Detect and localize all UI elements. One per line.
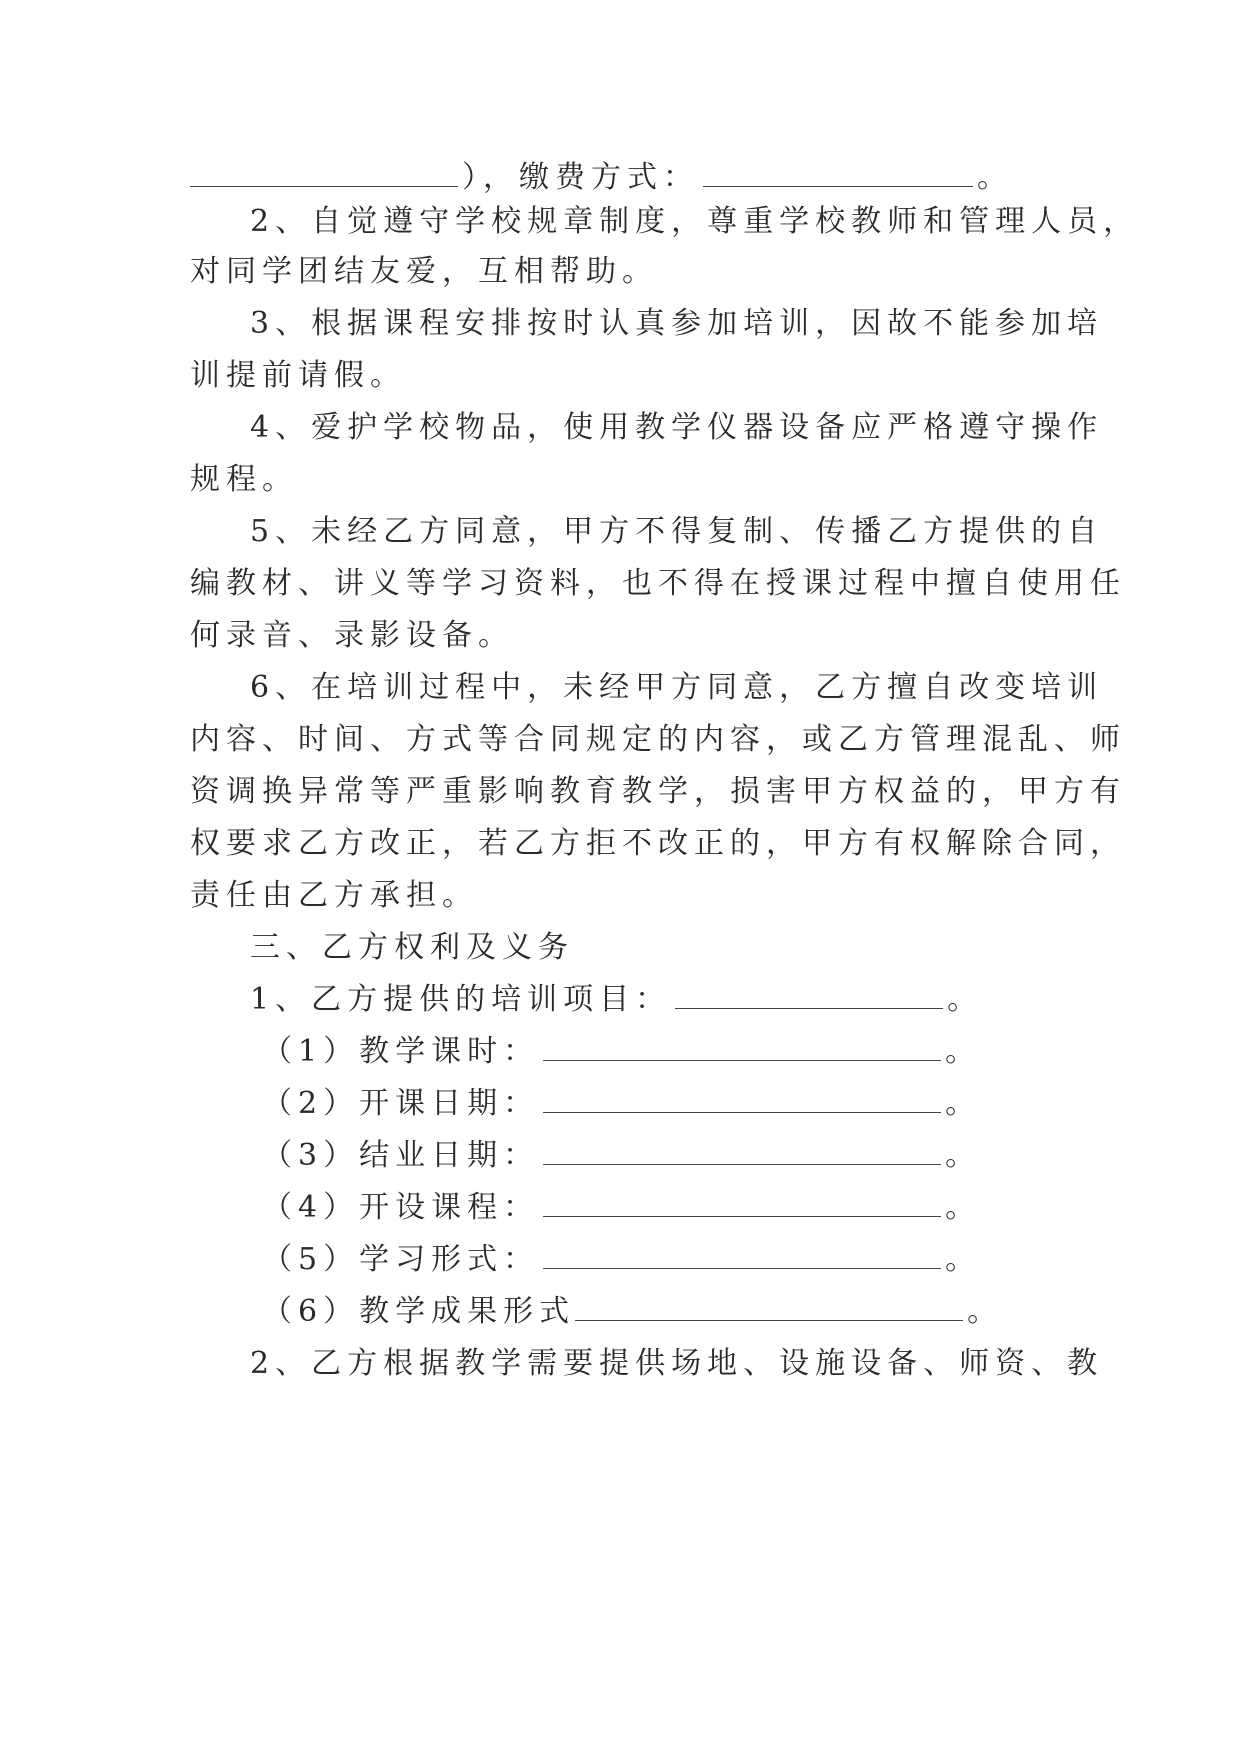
clause-6-line-3: 资调换异常等严重影响教育教学，损害甲方权益的，甲方有 (190, 774, 1126, 809)
clause-5-line-1: 5、未经乙方同意，甲方不得复制、传播乙方提供的自 (250, 514, 1104, 549)
clause-4-line-2: 规程。 (190, 462, 298, 497)
end-date-label: （3）结业日期： (262, 1138, 540, 1173)
courses-label: （4）开设课程： (262, 1190, 540, 1225)
clause-2-line-2: 对同学团结友爱，互相帮助。 (190, 254, 658, 289)
clause-6-line-1: 6、在培训过程中，未经甲方同意，乙方擅自改变培训 (250, 670, 1104, 705)
sub-item-3 (262, 1128, 1132, 1184)
clause-3-line-2: 训提前请假。 (190, 358, 406, 393)
period: 。 (945, 1034, 982, 1069)
clause-6-line-2: 内容、时间、方式等合同规定的内容，或乙方管理混乱、师 (190, 722, 1126, 757)
period: 。 (967, 1294, 1004, 1329)
payment-label: ），缴费方式： (462, 160, 699, 195)
payment-method-field[interactable] (703, 152, 973, 187)
sub-item-5 (262, 1232, 1132, 1288)
item-2-line: 2、乙方根据教学需要提供场地、设施设备、师资、教 (250, 1346, 1104, 1381)
period: 。 (945, 1086, 982, 1121)
start-date-field[interactable] (543, 1078, 941, 1113)
end-date-field[interactable] (543, 1130, 941, 1165)
period: 。 (977, 160, 1013, 195)
period: 。 (945, 1138, 982, 1173)
clause-5-line-3: 何录音、录影设备。 (190, 618, 514, 653)
sub-item-2 (262, 1076, 1132, 1132)
clause-2-line-1: 2、自觉遵守学校规章制度，尊重学校教师和管理人员， (250, 204, 1140, 239)
courses-field[interactable] (543, 1182, 941, 1217)
training-project-field[interactable] (675, 974, 943, 1009)
blank-field[interactable] (190, 152, 458, 187)
study-form-field[interactable] (543, 1234, 941, 1269)
sub-item-1 (262, 1024, 1132, 1080)
sub-item-4 (262, 1180, 1132, 1236)
sub-item-6 (262, 1284, 1132, 1340)
clause-3-line-1: 3、根据课程安排按时认真参加培训，因故不能参加培 (250, 306, 1104, 341)
period: 。 (947, 982, 984, 1017)
teaching-hours-field[interactable] (543, 1026, 941, 1061)
period: 。 (945, 1190, 982, 1225)
clause-6-line-5: 责任由乙方承担。 (190, 878, 478, 913)
item-1-label: 1、乙方提供的培训项目： (250, 982, 672, 1017)
outcome-form-label: （6）教学成果形式 (262, 1294, 576, 1329)
section-3-heading: 三、乙方权利及义务 (250, 930, 574, 965)
clause-4-line-1: 4、爱护学校物品，使用教学仪器设备应严格遵守操作 (250, 410, 1104, 445)
period: 。 (945, 1242, 982, 1277)
outcome-form-field[interactable] (575, 1286, 963, 1321)
clause-5-line-2: 编教材、讲义等学习资料，也不得在授课过程中擅自使用任 (190, 566, 1126, 601)
item-1-line (250, 972, 1120, 1028)
clause-6-line-4: 权要求乙方改正，若乙方拒不改正的，甲方有权解除合同， (190, 826, 1126, 861)
teaching-hours-label: （1）教学课时： (262, 1034, 540, 1069)
start-date-label: （2）开课日期： (262, 1086, 540, 1121)
study-form-label: （5）学习形式： (262, 1242, 540, 1277)
